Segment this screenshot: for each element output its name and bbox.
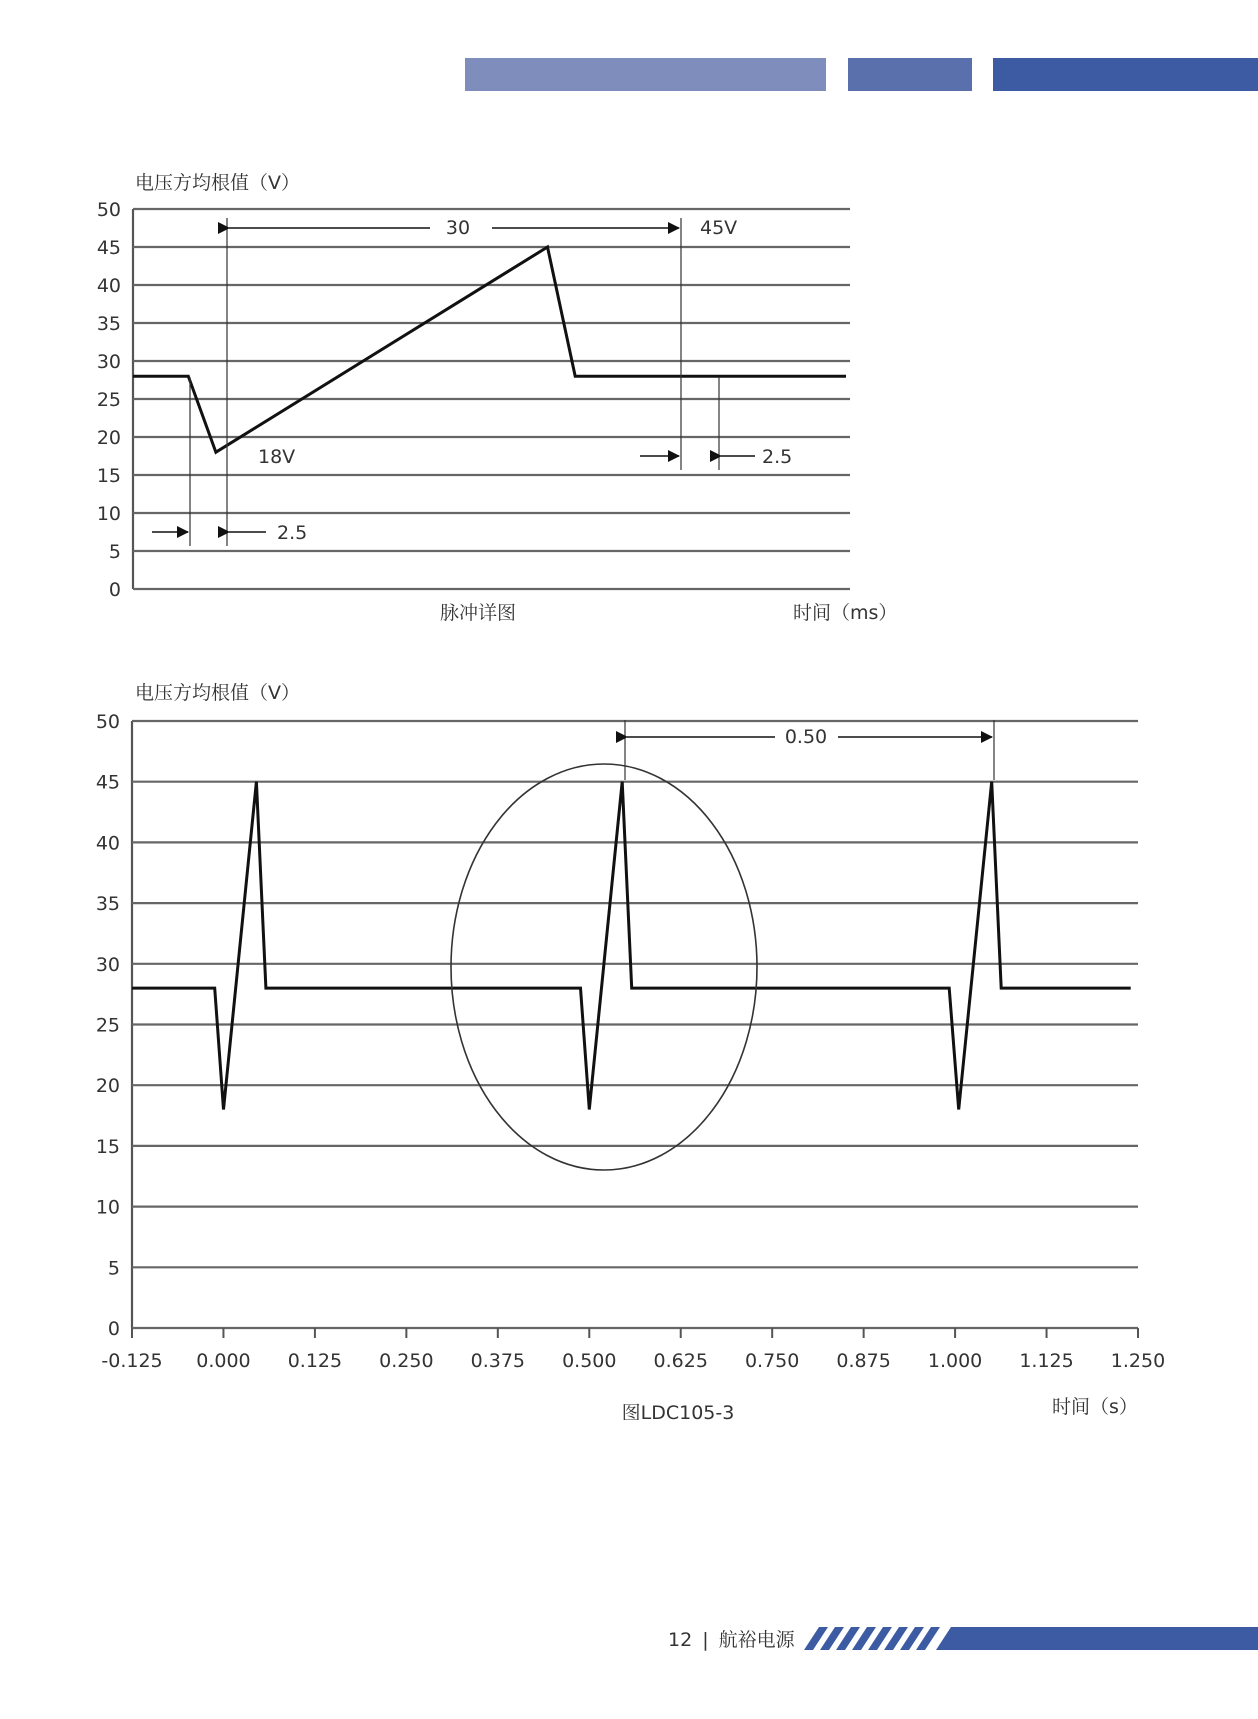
footer-brand: 航裕电源	[718, 1629, 795, 1651]
chart1-caption: 脉冲详图	[439, 602, 517, 624]
chart1-ytick-label: 40	[96, 275, 121, 297]
chart2-xtick-label: 0.125	[287, 1350, 343, 1372]
chart2-ylabel: 电压方均根值（V）	[135, 682, 300, 704]
chart2-ytick-label: 0	[107, 1318, 120, 1340]
footer-separator: |	[702, 1629, 709, 1651]
header-bar-1	[465, 58, 826, 91]
chart2-ytick-label: 30	[95, 953, 120, 976]
chart2-xtick-label: 1.250	[1110, 1350, 1166, 1372]
chart1-ytick-labels	[97, 199, 121, 601]
chart2-series-voltage	[132, 782, 1131, 1110]
chart2-xtick-label: 0.875	[836, 1350, 891, 1372]
chart2-ytick-label: 5	[107, 1257, 120, 1280]
chart2-xtick-label: 0.625	[653, 1350, 708, 1372]
chart2-ytick-label: 15	[95, 1135, 120, 1158]
chart1-ytick-label: 15	[96, 465, 121, 487]
footer-stripe-group	[804, 1627, 940, 1650]
chart2-xtick-label: 1.125	[1019, 1350, 1074, 1372]
chart2-period-label: 0.50	[784, 726, 828, 748]
chart1-ytick-label: 50	[96, 199, 121, 221]
chart2-ytick-label: 20	[95, 1075, 120, 1098]
chart1-ytick-label: 0	[108, 579, 121, 601]
chart1-ytick-label: 25	[96, 389, 121, 411]
footer-bar	[936, 1627, 1258, 1650]
chart2-ytick-label: 10	[95, 1196, 120, 1219]
chart2-caption: 图LDC105-3	[621, 1402, 735, 1420]
header-bar-3	[993, 58, 1258, 91]
chart2-ytick-label: 35	[95, 893, 120, 916]
chart1-peak-label: 45V	[700, 217, 738, 239]
chart1-xlabel: 时间（ms）	[793, 602, 898, 624]
chart2-ytick-label: 40	[95, 832, 120, 855]
chart2-xtick-label: 0.750	[744, 1350, 800, 1372]
chart2-ytick-labels	[96, 711, 120, 1340]
chart1-ytick-label: 45	[96, 237, 121, 259]
chart2-xtick-label: 0.250	[379, 1350, 434, 1372]
footer-stripes	[0, 1622, 1258, 1662]
chart1-drop-time-label: 2.5	[277, 522, 308, 544]
chart2-ytick-label: 45	[95, 771, 120, 794]
chart1-ytick-label: 10	[96, 503, 121, 525]
chart2-ytick-label: 50	[95, 711, 120, 733]
chart1-ytick-label: 5	[108, 541, 121, 563]
chart2-xtick-label: -0.125	[101, 1350, 163, 1372]
chart2-ytick-label: 25	[95, 1014, 120, 1037]
chart1-series-voltage	[133, 247, 846, 452]
chart1-ytick-label: 30	[96, 351, 121, 373]
chart2-xtick-label: 1.000	[927, 1350, 983, 1372]
pulse-train-chart	[0, 660, 1258, 1420]
chart2-xtick-label: 0.375	[470, 1350, 526, 1372]
chart2-xtick-labels	[101, 1350, 1165, 1372]
header-bar-2	[848, 58, 972, 91]
chart1-fall-time-label: 2.5	[762, 446, 793, 468]
chart1-rise-time-label: 30	[445, 217, 471, 239]
footer-page-label	[668, 1625, 795, 1652]
chart1-ytick-label: 20	[96, 427, 121, 449]
chart2-xtick-label: 0.000	[196, 1350, 251, 1372]
chart1-ylabel: 电压方均根值（V）	[135, 172, 300, 194]
page-number: 12	[668, 1629, 693, 1651]
chart1-trough-label: 18V	[258, 446, 296, 468]
chart2-xtick-label: 0.500	[562, 1350, 617, 1372]
chart2-xlabel: 时间（s）	[1052, 1396, 1138, 1418]
chart1-ytick-label: 35	[96, 313, 121, 335]
